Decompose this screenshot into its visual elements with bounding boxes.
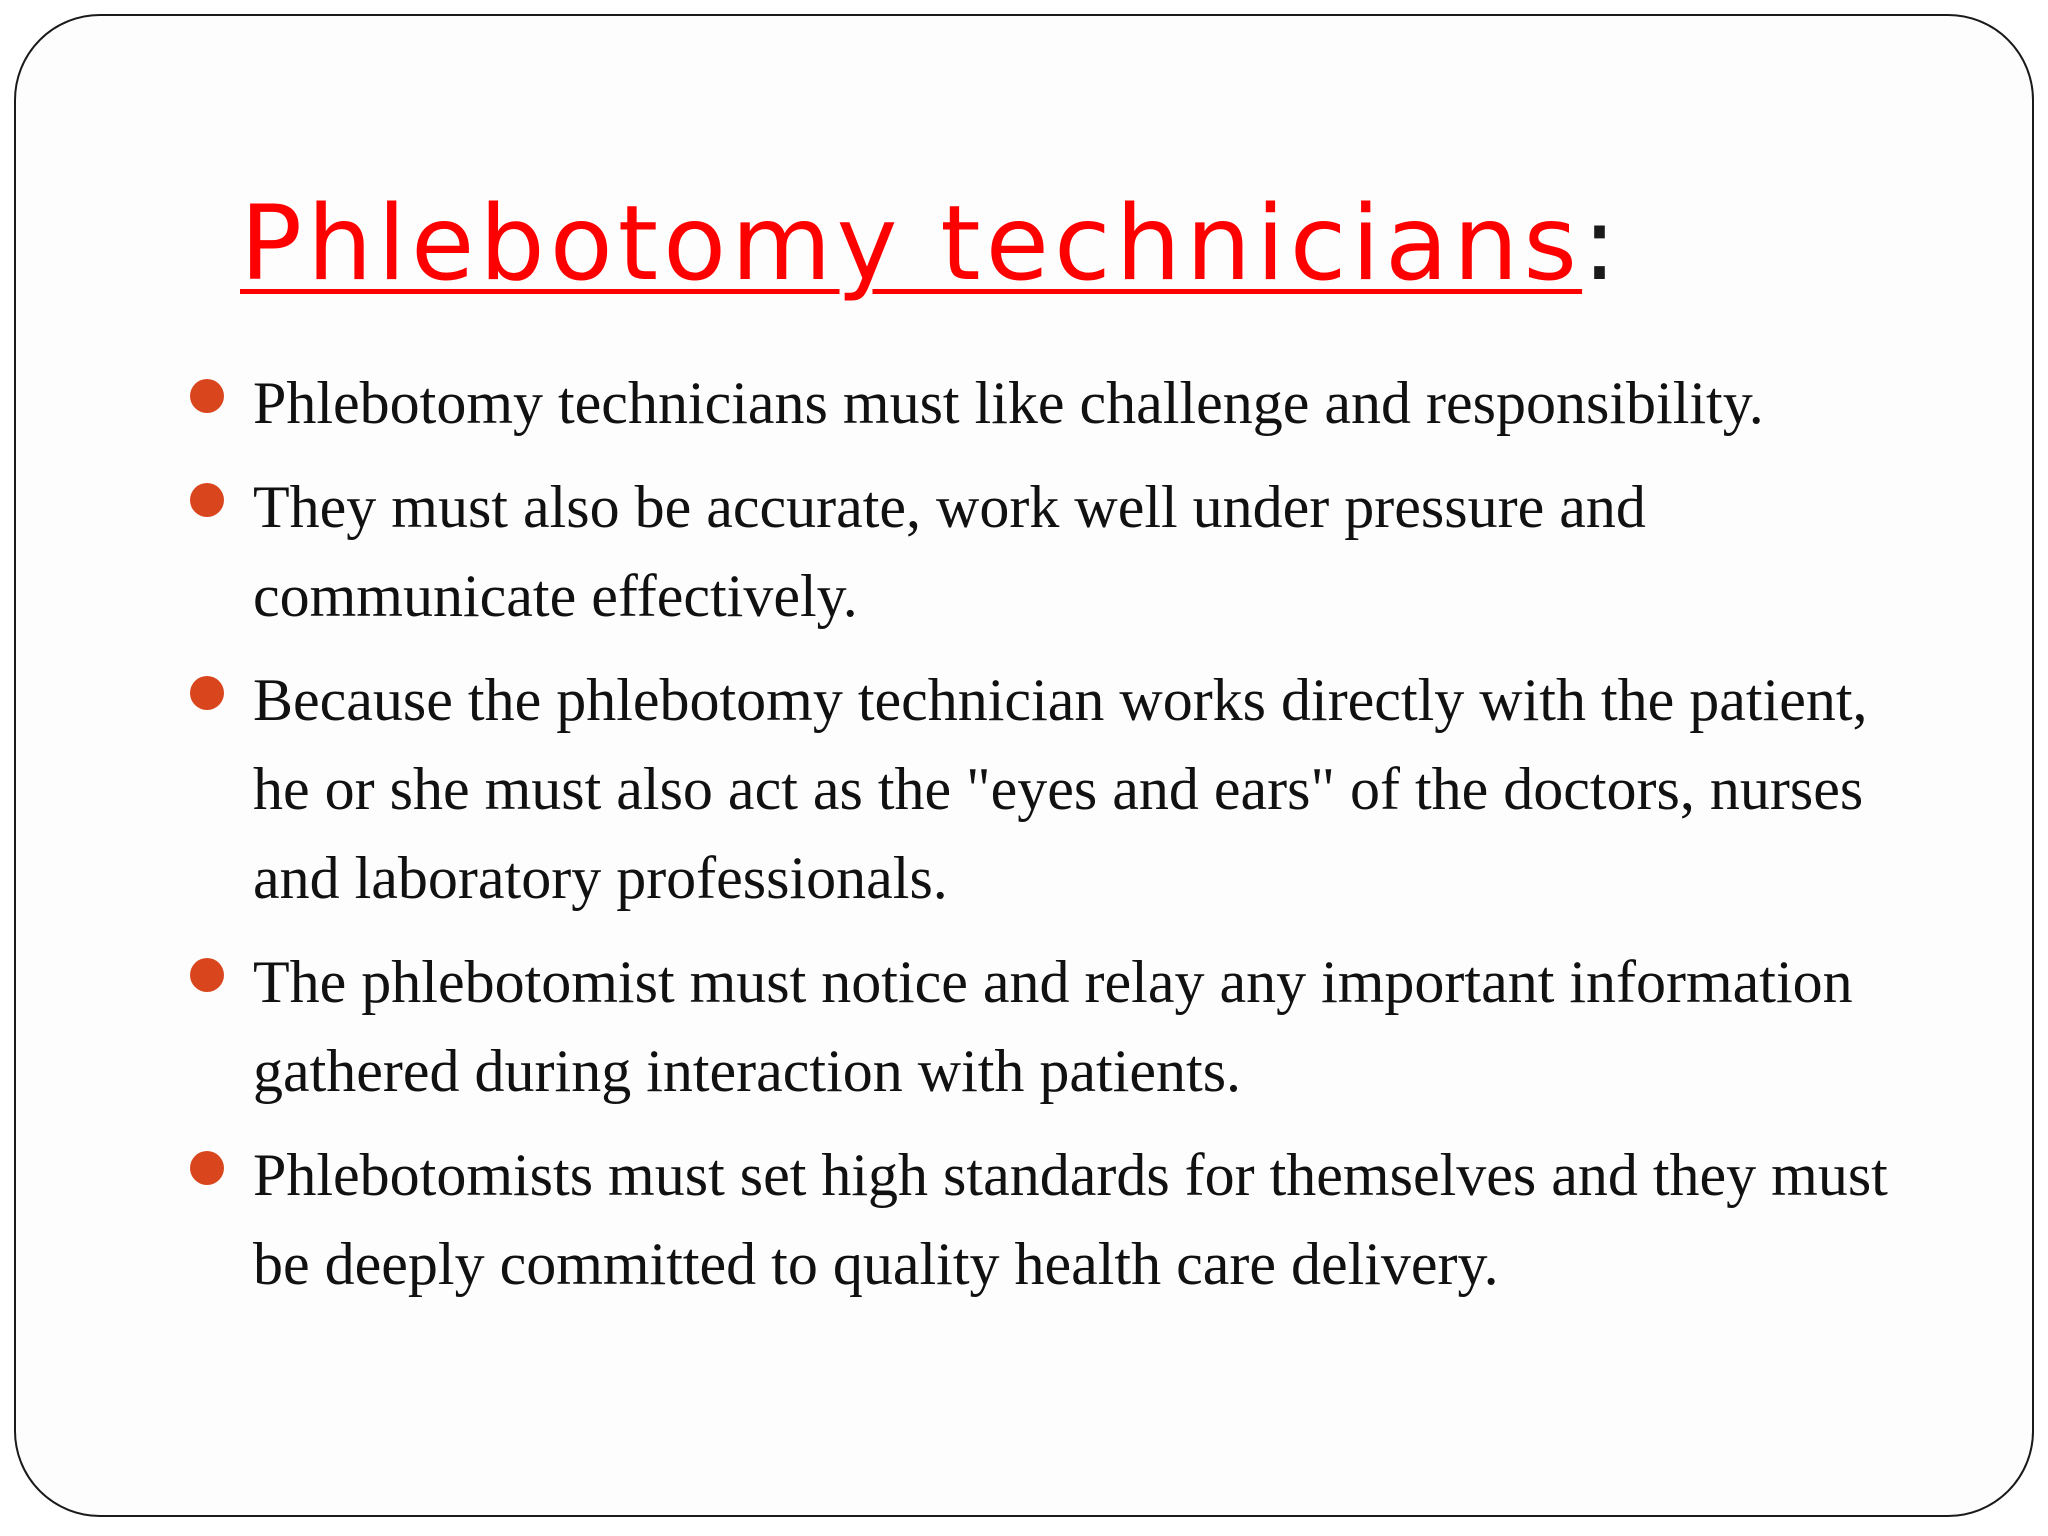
bullet-list (190, 359, 1930, 1324)
bullet-text: Phlebotomy technicians must like challenge and responsibility. (253, 370, 1764, 436)
bullet-text: The phlebotomist must notice and relay any important information gathered during interaction with patients. (253, 949, 1853, 1104)
bullet-item (190, 656, 1930, 923)
bullet-item (190, 1131, 1930, 1309)
bullet-dot-icon (190, 676, 224, 710)
bullet-dot-icon (190, 958, 224, 992)
slide-title-colon: : (1582, 184, 1622, 304)
slide-title-text: Phlebotomy technicians (240, 184, 1583, 304)
bullet-item (190, 463, 1930, 641)
bullet-text: Because the phlebotomy technician works directly with the patient, he or she must also act as the "eyes and ears" of the doctors, nurses and laboratory professionals. (253, 667, 1868, 911)
slide-title (240, 184, 1622, 304)
slide-frame (14, 14, 2034, 1517)
bullet-dot-icon (190, 483, 224, 517)
bullet-dot-icon (190, 1151, 224, 1185)
bullet-item (190, 359, 1930, 448)
bullet-text: Phlebotomists must set high standards for themselves and they must be deeply committed to quality health care delivery. (253, 1142, 1888, 1297)
bullet-dot-icon (190, 379, 224, 413)
bullet-item (190, 938, 1930, 1116)
bullet-text: They must also be accurate, work well under pressure and communicate effectively. (253, 474, 1646, 629)
